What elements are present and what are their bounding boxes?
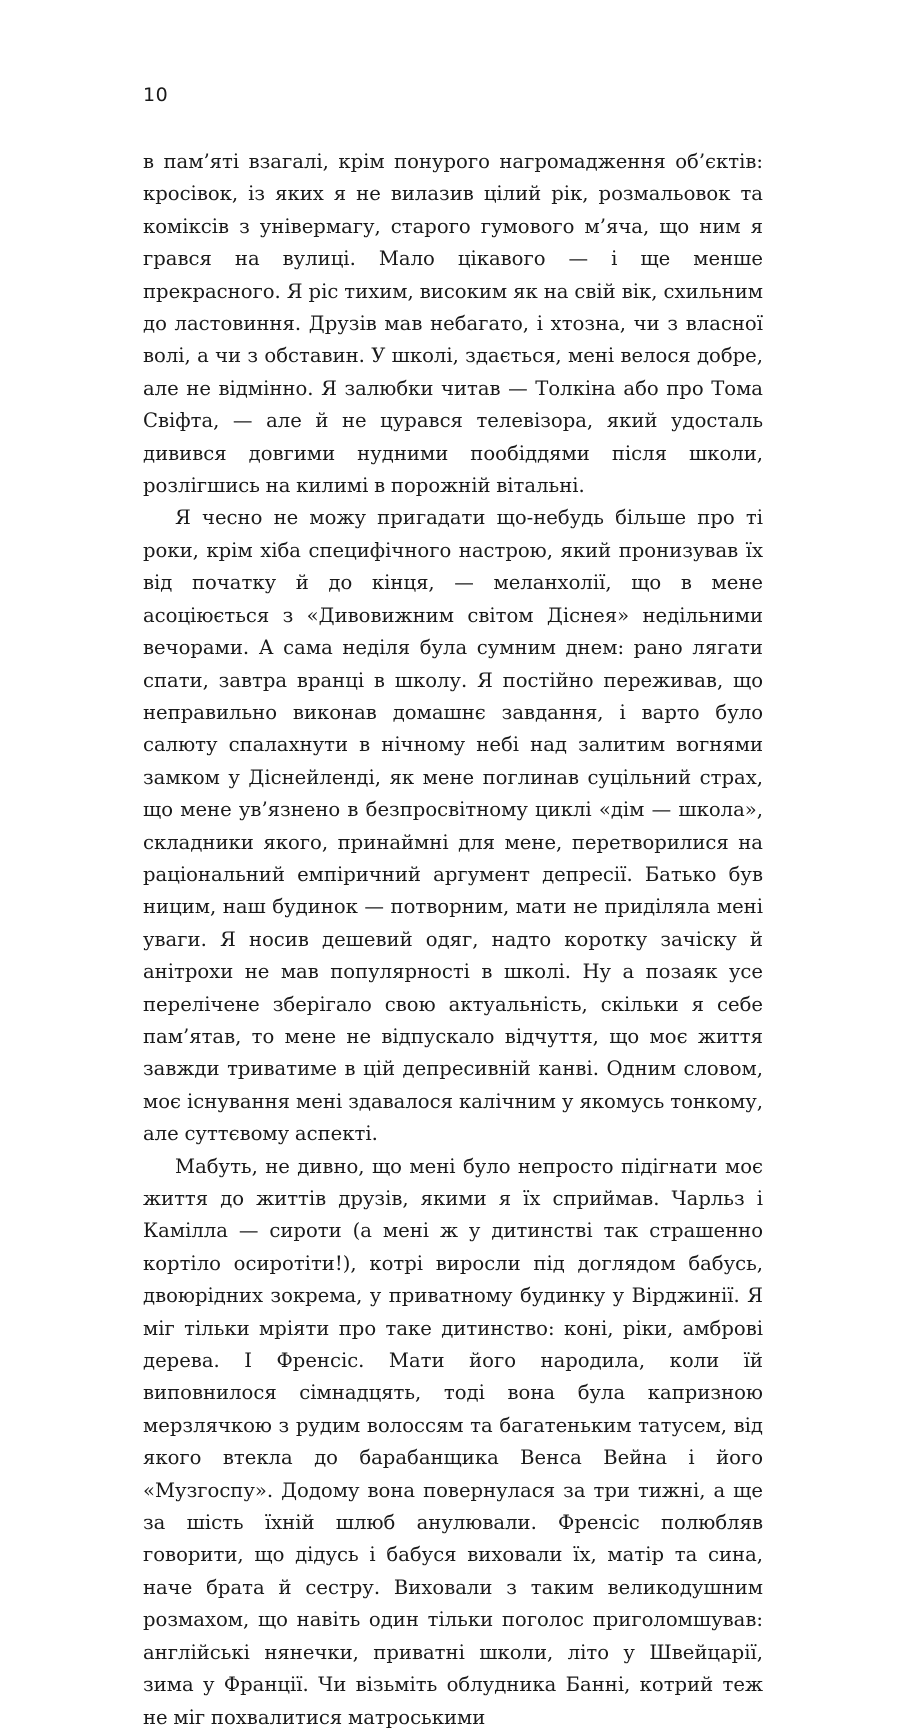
page-number: 10 <box>143 84 169 106</box>
body-text <box>143 146 763 1734</box>
paragraph-1: в пам’яті взагалі, крім понурого нагромадження об’єктів: кросівок, із яких я не вилазив цілий рік, розмальовок та коміксів з універмагу, старого гумового м’яча, що ним я грався на вулиці. Мало цікавого — і ще менше прекрасного. Я ріс тихим, високим як на свій вік, схильним до ластовиння. Друзів мав небагато, і хтозна, чи з власної волі, а чи з обставин. У школі, здається, мені велося добре, але не відмінно. Я залюбки читав — Толкіна або про Тома Свіфта, — але й не цурався телевізора, який удосталь дивився довгими нудними пообіддями після школи, розлігшись на килимі в порожній вітальні. <box>143 150 763 498</box>
paragraph-3: Мабуть, не дивно, що мені було непросто підігнати моє життя до життів друзів, якими я їх сприймав. Чарльз і Камілла — сироти (а мені ж у дитинстві так страшенно кортіло осиротіти!), котрі виросли під доглядом бабусь, двоюрідних зокрема, у приватному будинку у Вірджинії. Я міг тільки мріяти про таке дитинство: коні, ріки, амброві дерева. І Френсіс. Мати його народила, коли їй виповнилося сімнадцять, тоді вона була капризною мерзлячкою з рудим волоссям та багатеньким татусем, від якого втекла до барабанщика Венса Вейна і його «Музгоспу». Додому вона повернулася за три тижні, а ще за шість їхній шлюб анулювали. Френсіс полюбляв говорити, що дідусь і бабуся виховали їх, матір та сина, наче брата й сестру. Виховали з таким великодушним розмахом, що навіть один тільки поголос приголомшував: англійські нянечки, приватні школи, літо у Швейцарії, зима у Франції. Чи візьміть облудника Банні, котрий теж не міг похвалитися матроськими <box>143 1154 763 1729</box>
paragraph-2: Я чесно не можу пригадати що-небудь більше про ті роки, крім хіба специфічного настрою, який пронизував їх від початку й до кінця, — меланхолії, що в мене асоціюється з «Дивовижним світом Діснея» недільними вечорами. А сама неділя була сумним днем: рано лягати спати, завтра вранці в школу. Я постійно переживав, що неправильно виконав домашнє завдання, і варто було салюту спалахнути в нічному небі над залитим вогнями замком у Діснейленді, як мене поглинав суцільний страх, що мене ув’язнено в безпросвітному циклі «дім — школа», складники якого, принаймні для мене, перетворилися на раціональний емпіричний аргумент депресії. Батько був ницим, наш будинок — потворним, мати не приділяла мені уваги. Я носив дешевий одяг, надто коротку зачіску й анітрохи не мав популярності в школі. Ну а позаяк усе перелічене зберігало свою актуальність, скільки я себе пам’ятав, то мене не відпускало відчуття, що моє життя завжди триватиме в цій депресивній канві. Одним словом, моє існування мені здавалося калічним у якомусь тонкому, але суттєвому аспекті. <box>143 506 763 1146</box>
